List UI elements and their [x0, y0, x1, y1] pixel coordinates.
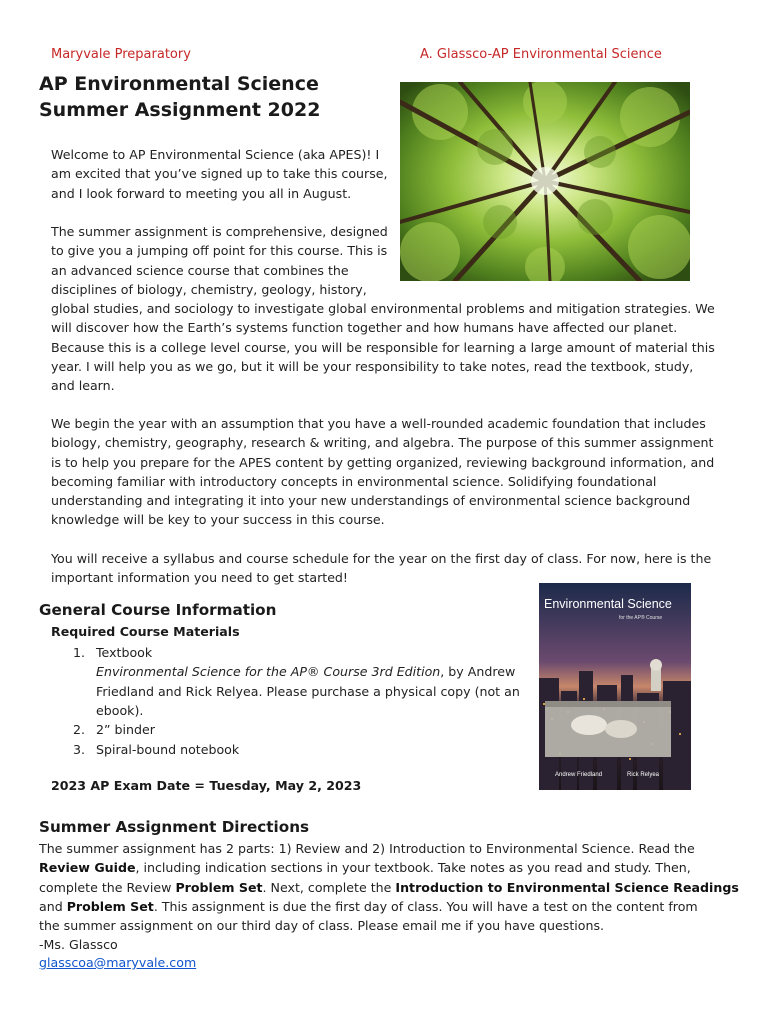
textbook-cover-image [539, 583, 691, 790]
intro-paragraph-3: We begin the year with an assumption that you have a well-rounded academic foundation that includes biology, chemistry, geography, research & writing, and algebra. The purpose of this summer assignment is to help you prepare for the APES content by getting organized, reviewing background information, and becoming familiar with introductory concepts in environmental science. Solidifying foundational understanding and integrating it into your new understandings of environmental science background knowledge will be key to your success in this course. [51, 416, 715, 528]
materials-heading: Required Course Materials [51, 624, 240, 639]
book-author-2: Rick Relyea [627, 772, 660, 778]
header-teacher-course: A. Glassco-AP Environmental Science [420, 47, 662, 62]
textbook-detail: Environmental Science for the AP® Course 3rd Edition, by Andrew [96, 664, 516, 679]
directions-heading: Summer Assignment Directions [39, 818, 310, 836]
intro-paragraph-1: Welcome to AP Environmental Science (aka APES)! I am excited that you’ve signed up to take this course, and I look forward to meeting you all in August. [51, 147, 388, 201]
email-link[interactable]: glasscoa@maryvale.com [39, 955, 197, 970]
material-binder: 2” binder [96, 722, 155, 737]
book-title: Environmental Science [544, 597, 672, 611]
list-number-3: 3. [73, 742, 86, 757]
textbook-detail-line-2: Friedland and Rick Relyea. Please purchase a physical copy (not an [96, 684, 520, 699]
textbook-detail-line-3: ebook). [96, 703, 144, 718]
book-subtitle: for the AP® Course [619, 615, 663, 621]
title-line-2: Summer Assignment 2022 [39, 99, 321, 121]
list-number-1: 1. [73, 645, 86, 660]
material-textbook: Textbook [96, 645, 153, 660]
header-school: Maryvale Preparatory [51, 47, 191, 62]
book-author-1: Andrew Friedland [555, 772, 603, 778]
intro-paragraph-2: The summer assignment is comprehensive, designed to give you a jumping off point for this course. This is an advanced science course that combines the disciplines of biology, chemistry, geology, history, global studies, and sociology to investigate global environmental problems and mitigation strategies. We will discover how the Earth’s systems function together and how humans have affected our planet. Because this is a college level course, you will be responsible for learning a large amount of material this year. I will help you as we go, but it will be your responsibility to take notes, read the textbook, study, and learn. [51, 224, 715, 394]
exam-date: 2023 AP Exam Date = Tuesday, May 2, 2023 [51, 778, 362, 793]
page-title [39, 71, 320, 123]
intro-paragraph-4: You will receive a syllabus and course schedule for the year on the first day of class. For now, here is the important information you need to get started! [51, 551, 712, 586]
material-notebook: Spiral-bound notebook [96, 742, 240, 757]
list-number-2: 2. [73, 722, 86, 737]
course-info-heading: General Course Information [39, 601, 277, 619]
signature: -Ms. Glassco [39, 937, 118, 953]
directions-paragraph: The summer assignment has 2 parts: 1) Review and 2) Introduction to Environmental Science. Read the Review Guide, including indication sections in your textbook. Take notes as you read and study. Then, complete the Review Problem Set. Next, complete the Introduction to Environmental Science Readings and Problem Set. This assignment is due the first day of class. You will have a test on the content from the summer assignment on our third day of class. Please email me if you have questions. -Ms. Glassco [39, 839, 739, 955]
title-line-1: AP Environmental Science [39, 73, 319, 95]
